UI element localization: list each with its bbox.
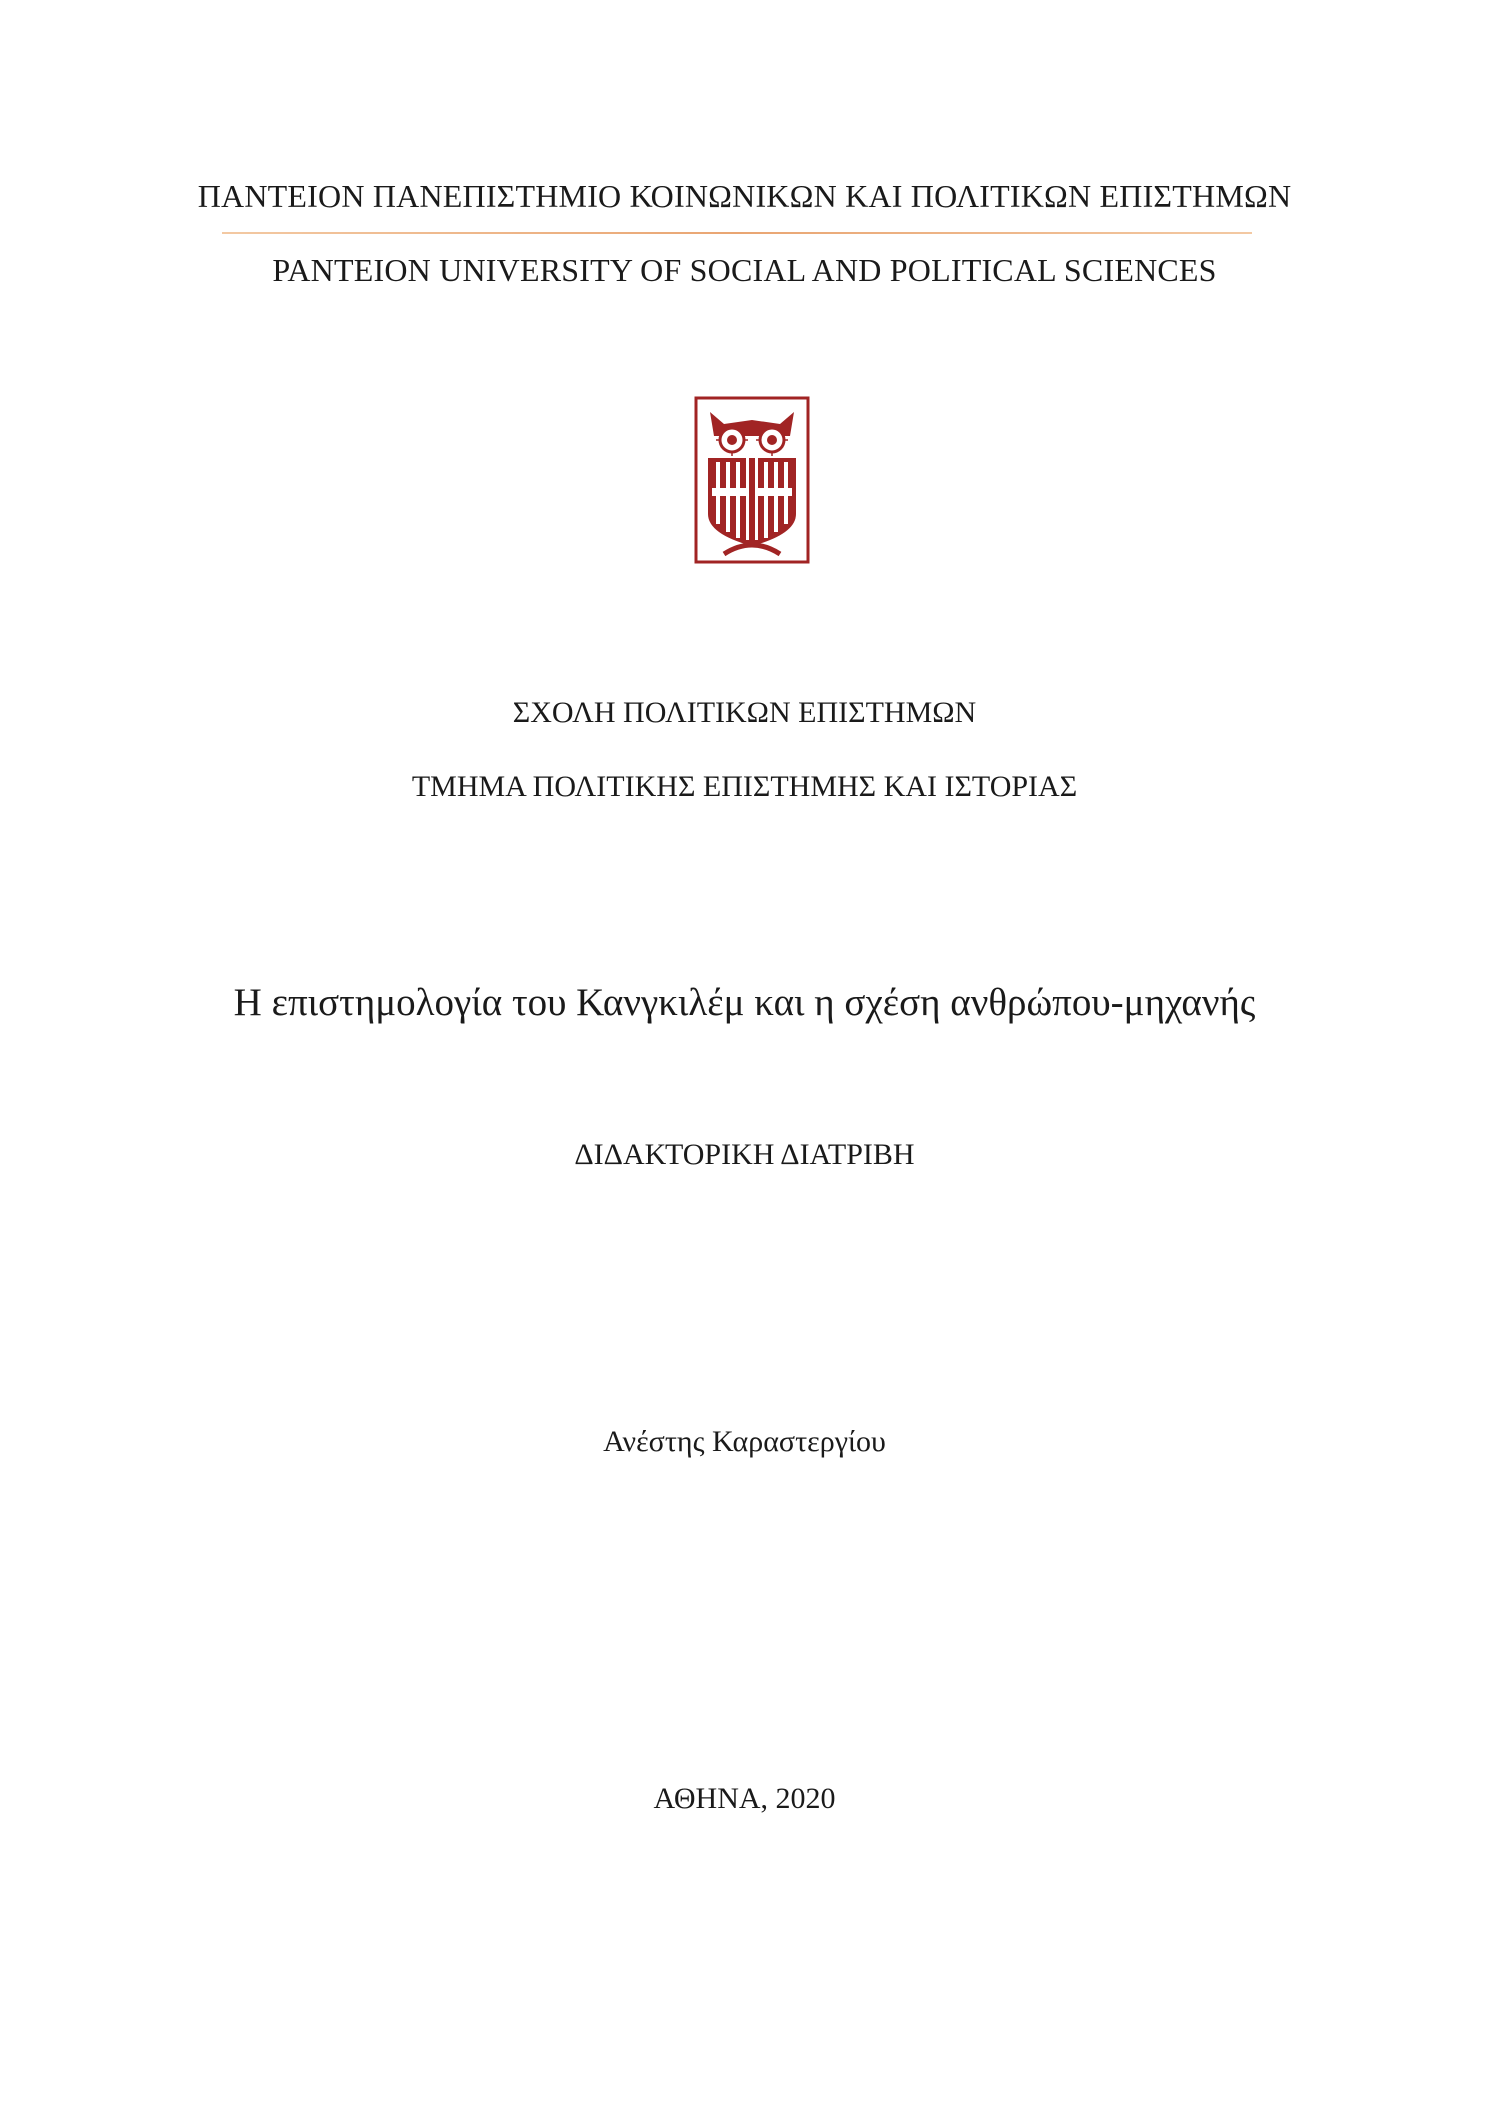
- university-crest-icon: [694, 396, 810, 564]
- thesis-type: ΔΙΔΑΚΤΟΡΙΚΗ ΔΙΑΤΡΙΒΗ: [574, 1138, 915, 1171]
- university-name-greek: ΠΑΝΤΕΙΟΝ ΠΑΝΕΠΙΣΤΗΜΙΟ ΚΟΙΝΩΝΙΚΩΝ ΚΑΙ ΠΟΛΙΤΙΚΩΝ ΕΠΙΣΤΗΜΩΝ: [197, 178, 1292, 214]
- header-divider: [222, 232, 1252, 234]
- author-name: Ανέστης Καραστεργίου: [603, 1425, 886, 1458]
- thesis-title: Η επιστημολογία του Κανγκιλέμ και η σχέση ανθρώπου-μηχανής: [233, 981, 1256, 1024]
- department-name: ΤΜΗΜΑ ΠΟΛΙΤΙΚΗΣ ΕΠΙΣΤΗΜΗΣ ΚΑΙ ΙΣΤΟΡΙΑΣ: [411, 770, 1078, 803]
- place-year: ΑΘΗΝΑ, 2020: [653, 1782, 836, 1815]
- school-name: ΣΧΟΛΗ ΠΟΛΙΤΙΚΩΝ ΕΠΙΣΤΗΜΩΝ: [512, 696, 977, 729]
- university-name-english: PANTEION UNIVERSITY OF SOCIAL AND POLITICAL SCIENCES: [272, 252, 1217, 288]
